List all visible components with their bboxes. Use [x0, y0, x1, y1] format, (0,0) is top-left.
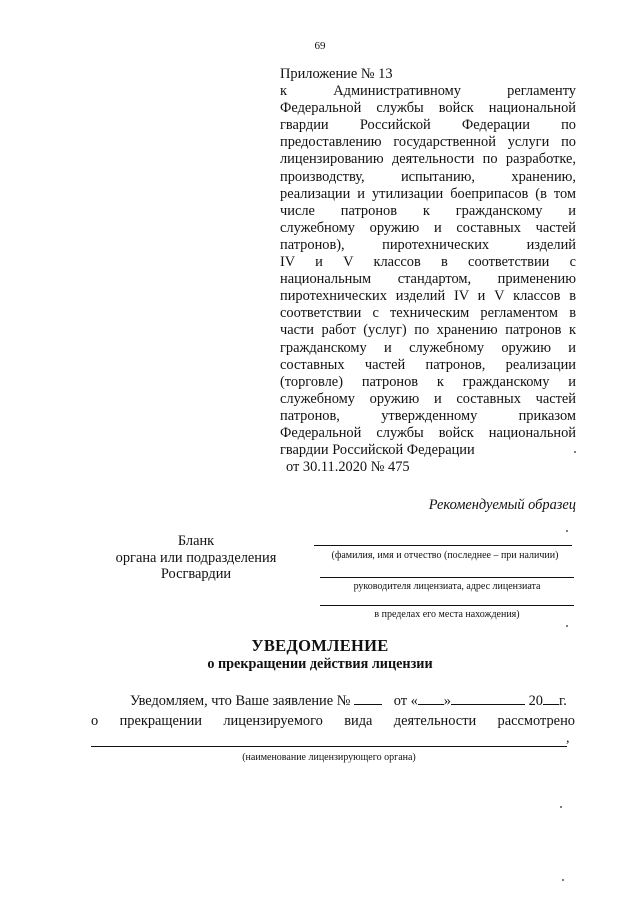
annex-line: к Административному регламенту: [280, 83, 576, 100]
day-blank[interactable]: [418, 692, 444, 705]
comma: ,: [566, 731, 570, 746]
body-text: Уведомляем, что Ваше заявление №: [130, 693, 351, 709]
annex-line: реализации и утилизации боеприпасов (в том: [280, 185, 576, 202]
body-text: »: [443, 693, 451, 709]
body-word: прекращении: [119, 713, 202, 729]
annex-date: от 30.11.2020 № 475: [286, 459, 410, 476]
annex-header: [280, 66, 576, 476]
addressee-line-1: [314, 545, 572, 546]
caption-fio: (фамилия, имя и отчество (последнее – при наличии): [331, 550, 559, 561]
body-word: о: [91, 713, 99, 729]
scan-speck: [574, 451, 576, 453]
annex-line: служебному оружию и составных частей: [280, 390, 576, 407]
annex-line: части работ (услуг) по хранению патронов к: [280, 322, 576, 339]
annex-line: предоставлению государственной услуги по: [280, 134, 576, 151]
caption-location: в пределах его места нахождения): [374, 609, 520, 620]
annex-line: составных частей патронов, реализации: [280, 356, 576, 373]
body-text: от «: [393, 693, 418, 709]
body-text: 20: [528, 693, 543, 709]
annex-line: служебному оружию и составных частей: [280, 219, 576, 236]
body-line-1: [130, 692, 567, 710]
annex-line: пиротехнических изделий IV и V классов в: [280, 288, 576, 305]
letterhead-line: Бланк: [177, 533, 215, 549]
annex-line: патронов), пиротехнических изделий: [280, 236, 576, 253]
notice-subtitle: о прекращении действия лицензии: [207, 656, 433, 672]
letterhead-placeholder: [96, 533, 296, 583]
annex-line: производству, испытанию, хранению,: [280, 168, 576, 185]
annex-line: (торговле) патронов к гражданскому и: [280, 373, 576, 390]
body-word: рассмотрено: [497, 713, 575, 729]
body-text: г.: [559, 693, 567, 709]
addressee-line-3: [320, 605, 574, 606]
letterhead-line: Росгвардии: [160, 566, 232, 582]
annex-line: национальным стандартом, применению: [280, 271, 576, 288]
body-line-2: [91, 713, 575, 730]
licensing-authority-line[interactable]: [91, 746, 567, 747]
letterhead-line: органа или подразделения: [115, 549, 277, 566]
annex-line: гражданскому и служебному оружию и: [280, 339, 576, 356]
annex-line: Федеральной службы войск национальной: [280, 424, 576, 441]
month-blank[interactable]: [451, 692, 525, 705]
body-word: вида: [344, 713, 373, 729]
annex-line: соответствии с техническим регламентом в: [280, 305, 576, 322]
recommended-sample-label: Рекомендуемый образец: [428, 497, 576, 513]
annex-line: гвардии Российской Федерации: [280, 442, 475, 459]
scan-speck: [562, 879, 564, 881]
annex-line: гвардии Российской Федерации по: [280, 117, 576, 134]
annex-line: лицензированию деятельности по разработке,: [280, 151, 576, 168]
page-number: 69: [314, 40, 326, 52]
annex-line: Приложение № 13: [280, 66, 393, 82]
scan-speck: [566, 530, 568, 532]
scan-speck: [560, 806, 562, 808]
body-word: лицензируемого: [223, 713, 323, 729]
notice-title: УВЕДОМЛЕНИЕ: [251, 636, 389, 655]
caption-authority: (наименование лицензирующего органа): [242, 752, 416, 763]
caption-head: руководителя лицензиата, адрес лицензиата: [353, 581, 541, 592]
annex-line: числе патронов к гражданскому и: [280, 202, 576, 219]
application-number-blank[interactable]: [354, 692, 382, 705]
annex-line: Федеральной службы войск национальной: [280, 100, 576, 117]
scan-speck: [566, 625, 568, 627]
year-blank[interactable]: [543, 692, 559, 705]
annex-line: IV и V классов в соответствии с: [280, 254, 576, 271]
annex-line: патронов, утвержденному приказом: [280, 407, 576, 424]
addressee-line-2: [320, 577, 574, 578]
body-word: деятельности: [393, 713, 477, 729]
